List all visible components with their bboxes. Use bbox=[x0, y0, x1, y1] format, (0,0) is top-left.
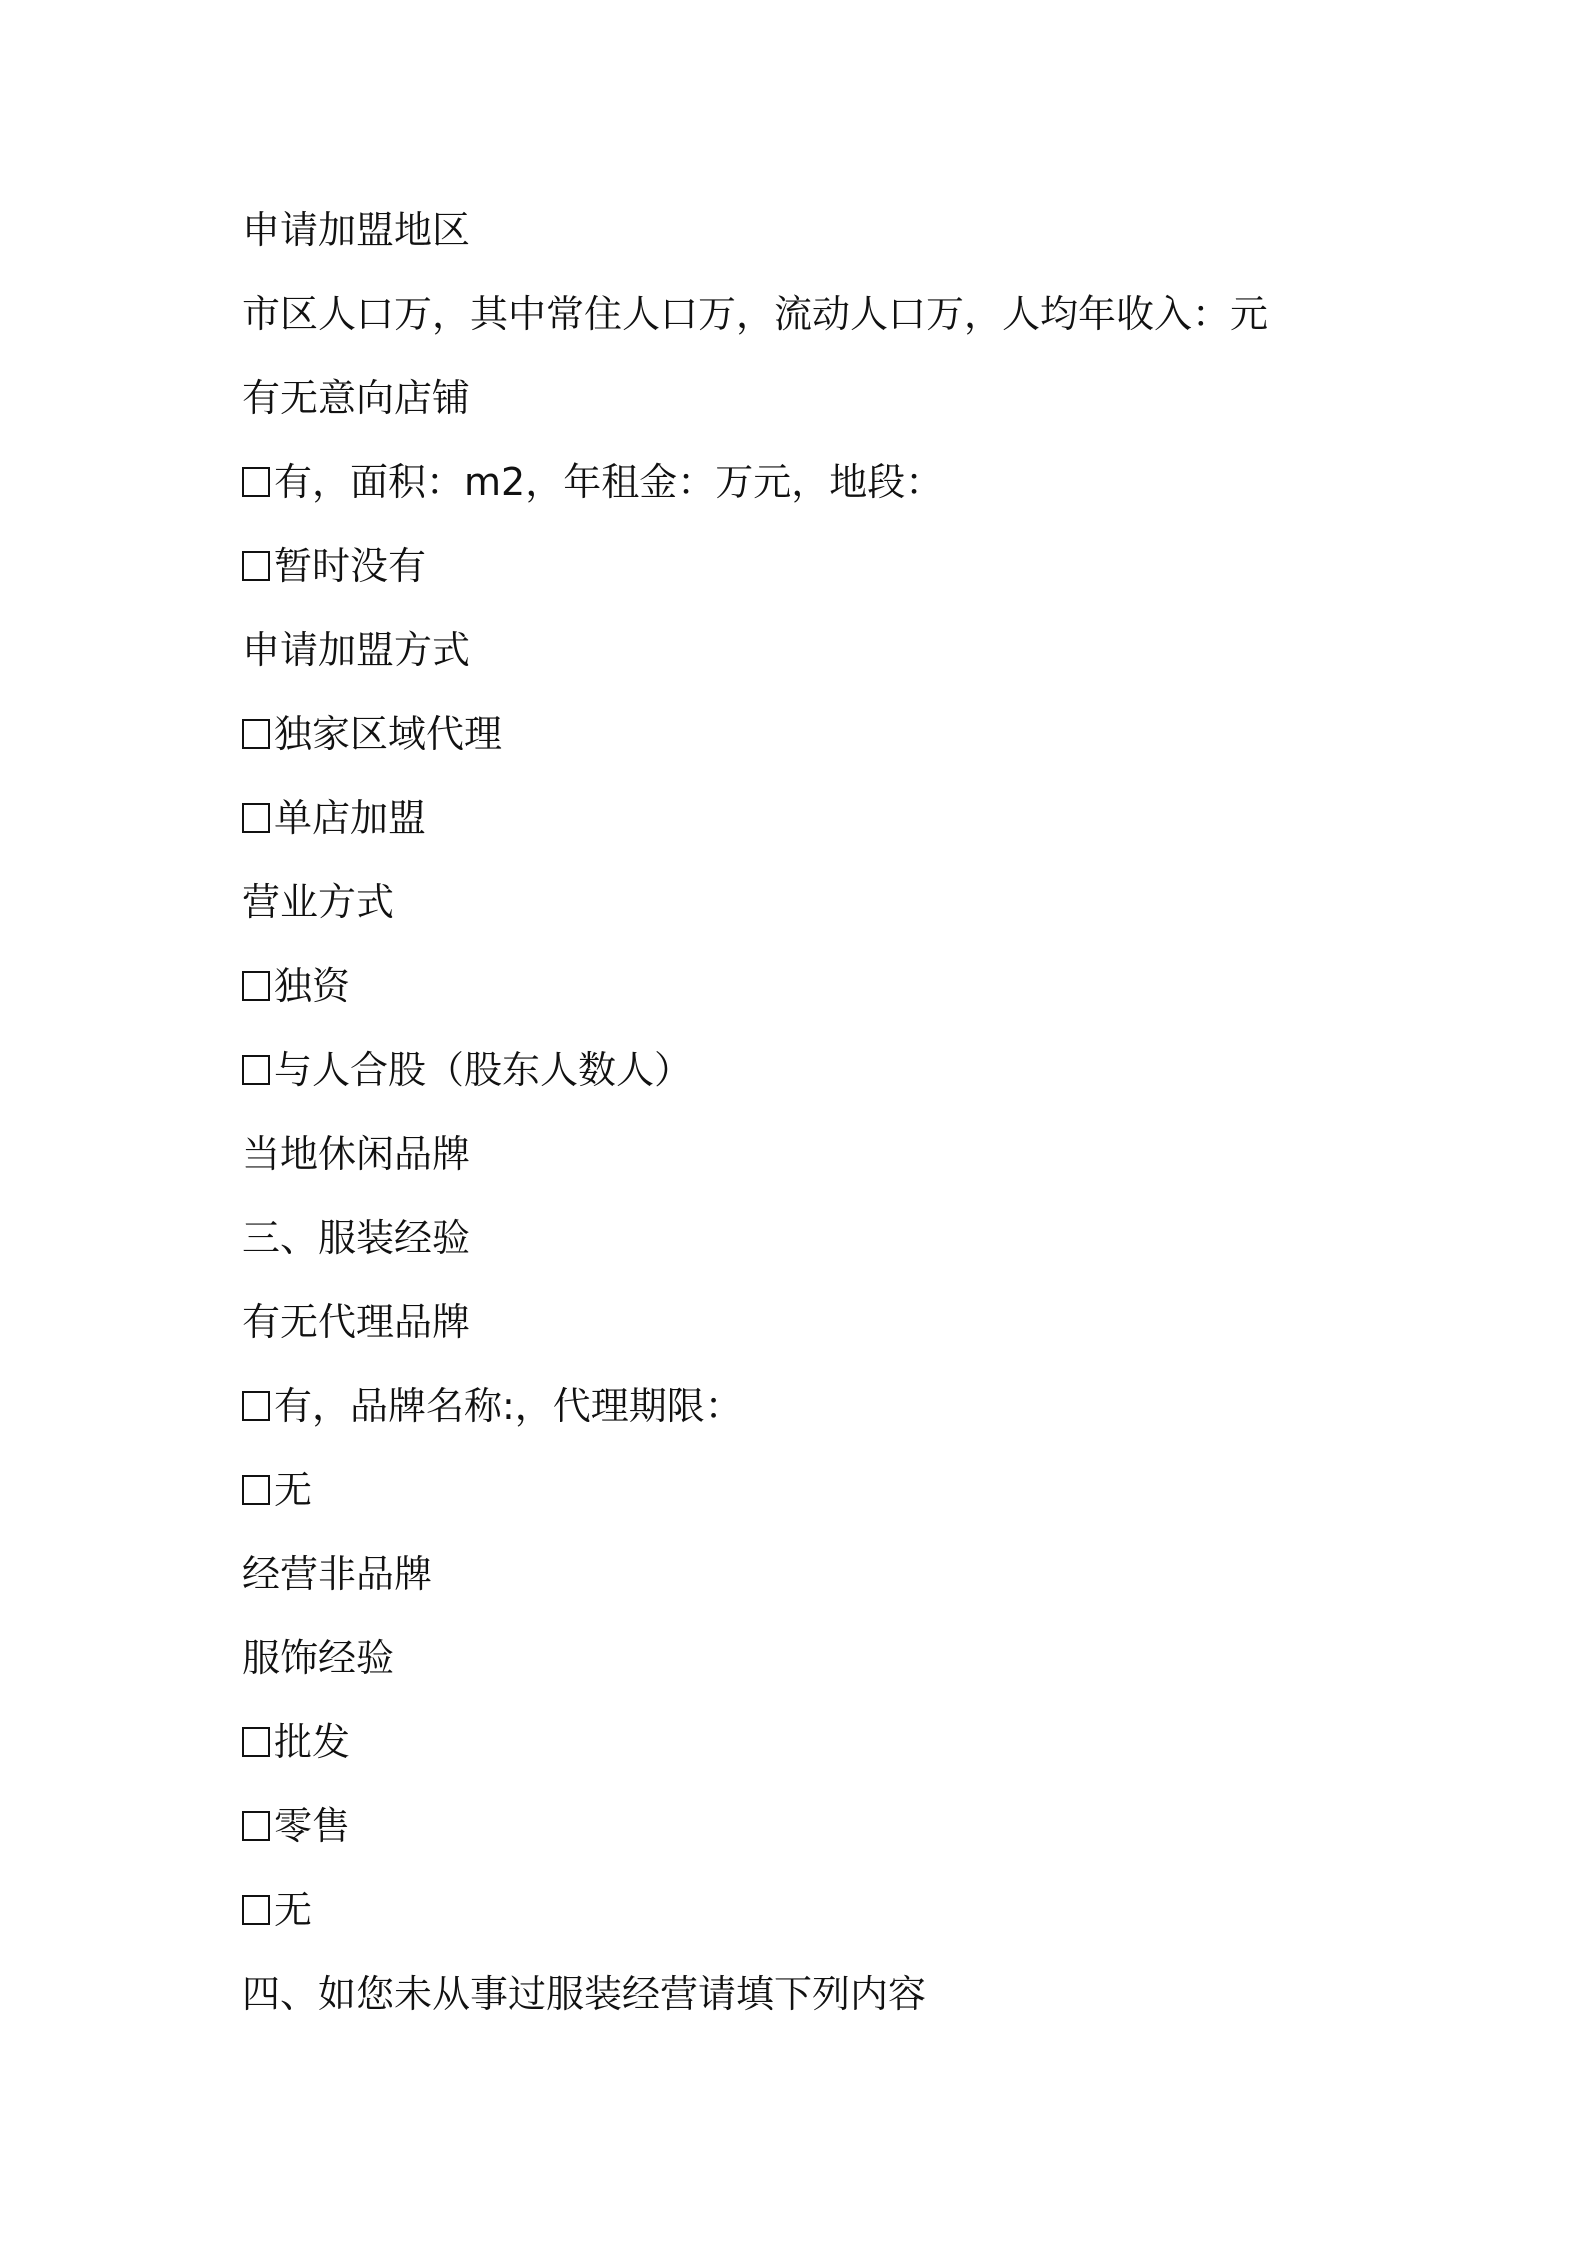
checkbox-option bbox=[242, 1460, 1442, 1544]
line-text: 市区人口万，其中常住人口万，流动人口万，人均年收入：元 bbox=[242, 292, 1269, 336]
option-label: 暂时没有 bbox=[274, 544, 427, 588]
line-text: 三、服装经验 bbox=[242, 1216, 471, 1260]
checkbox-icon[interactable] bbox=[242, 1475, 270, 1505]
option-label: 无 bbox=[274, 1888, 313, 1932]
line-text: 当地休闲品牌 bbox=[242, 1132, 471, 1176]
checkbox-icon[interactable] bbox=[242, 1895, 270, 1925]
checkbox-option bbox=[242, 1376, 1442, 1460]
checkbox-option bbox=[242, 788, 1442, 872]
option-label: 批发 bbox=[274, 1720, 351, 1764]
checkbox-option bbox=[242, 704, 1442, 788]
line-text: 申请加盟地区 bbox=[242, 208, 471, 252]
checkbox-icon[interactable] bbox=[242, 1727, 270, 1757]
section-heading bbox=[242, 1964, 1442, 2048]
form-line bbox=[242, 620, 1442, 704]
line-text: 有无代理品牌 bbox=[242, 1300, 471, 1344]
section-heading bbox=[242, 1208, 1442, 1292]
checkbox-icon[interactable] bbox=[242, 719, 270, 749]
checkbox-option bbox=[242, 1712, 1442, 1796]
option-label: 无 bbox=[274, 1468, 313, 1512]
option-label: 单店加盟 bbox=[274, 796, 427, 840]
form-line bbox=[242, 1292, 1442, 1376]
option-label: 零售 bbox=[274, 1804, 351, 1848]
checkbox-option bbox=[242, 1040, 1442, 1124]
line-text: 经营非品牌 bbox=[242, 1552, 433, 1596]
line-text: 申请加盟方式 bbox=[242, 628, 471, 672]
checkbox-icon[interactable] bbox=[242, 1811, 270, 1841]
option-label: 与人合股（股东人数人） bbox=[274, 1048, 693, 1092]
form-line bbox=[242, 1544, 1442, 1628]
form-line bbox=[242, 200, 1442, 284]
checkbox-option bbox=[242, 452, 1442, 536]
line-text: 四、如您未从事过服装经营请填下列内容 bbox=[242, 1972, 927, 2016]
option-label: 有，品牌名称:，代理期限： bbox=[274, 1384, 743, 1428]
checkbox-option bbox=[242, 1880, 1442, 1964]
checkbox-option bbox=[242, 1796, 1442, 1880]
checkbox-icon[interactable] bbox=[242, 803, 270, 833]
option-label: 独资 bbox=[274, 964, 351, 1008]
checkbox-icon[interactable] bbox=[242, 467, 270, 497]
form-line bbox=[242, 1124, 1442, 1208]
form-line bbox=[242, 368, 1442, 452]
form-line bbox=[242, 284, 1442, 368]
checkbox-icon[interactable] bbox=[242, 1055, 270, 1085]
checkbox-option bbox=[242, 956, 1442, 1040]
line-text: 服饰经验 bbox=[242, 1636, 395, 1680]
form-line bbox=[242, 1628, 1442, 1712]
form-lines bbox=[242, 200, 1442, 2048]
option-label: 独家区域代理 bbox=[274, 712, 503, 756]
checkbox-icon[interactable] bbox=[242, 971, 270, 1001]
line-text: 营业方式 bbox=[242, 880, 395, 924]
checkbox-icon[interactable] bbox=[242, 551, 270, 581]
checkbox-option bbox=[242, 536, 1442, 620]
checkbox-icon[interactable] bbox=[242, 1391, 270, 1421]
line-text: 有无意向店铺 bbox=[242, 376, 471, 420]
form-line bbox=[242, 872, 1442, 956]
option-label: 有，面积：m2，年租金：万元，地段： bbox=[274, 460, 944, 504]
